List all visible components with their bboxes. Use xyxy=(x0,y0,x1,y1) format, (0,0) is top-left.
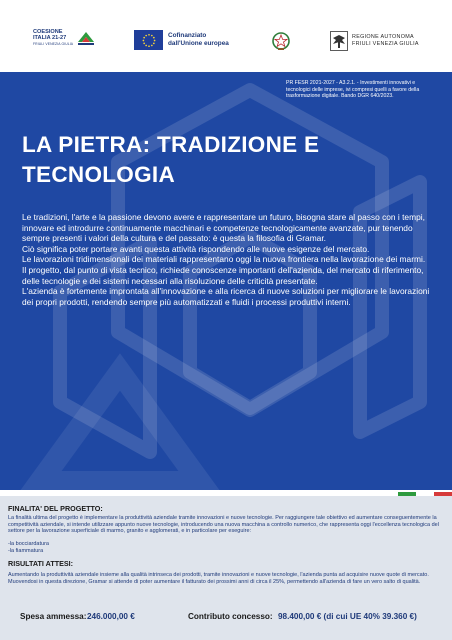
goal-item: -la bocciardatura xyxy=(8,541,49,547)
eu-line2: dall'Unione europea xyxy=(168,40,229,47)
fvg-line1: REGIONE AUTONOMA xyxy=(352,34,414,40)
page-title: LA PIETRA: TRADIZIONE E TECNOLOGIA xyxy=(22,132,320,187)
fvg-line2: FRIULI VENEZIA GIULIA xyxy=(352,41,419,47)
coesione-mark-icon xyxy=(76,28,96,48)
coesione-line1: COESIONE xyxy=(33,29,63,35)
goal-title: FINALITA' DEL PROGETTO: xyxy=(8,504,103,513)
funding-totals xyxy=(0,612,452,626)
republic-emblem-icon xyxy=(272,31,290,51)
fvg-eagle-icon xyxy=(330,31,348,51)
hero-paragraph: Il progetto, dal punto di vista tecnico, richiede conoscenze importanti dell'azienda, del mercato di riferimento, delle tecnologie e dei sistemi necessari alla risoluzione delle criticità presentate. xyxy=(22,264,424,286)
fvg-region-logo xyxy=(330,31,419,51)
contributo-value: 98.400,00 € (di cui UE 40% 39.360 €) xyxy=(278,612,417,621)
programme-reference: PR FESR 2021-2027 - A3.2.1. - Investimenti innovativi e tecnologici delle imprese, ivi compresi quelli a favore della trasformazione digitale. Bando DGR 640/2023. xyxy=(286,80,420,100)
hero-paragraph: Ciò significa poter portare avanti questa attività rispondendo alle nuove esigenze del mercato. xyxy=(22,243,370,254)
results-title: RISULTATI ATTESI: xyxy=(8,559,74,568)
coesione-line3: FRIULI VENEZIA GIULIA xyxy=(33,42,74,46)
coesione-line2: ITALIA 21-27 xyxy=(33,35,67,41)
contributo-label: Contributo concesso: xyxy=(188,612,273,621)
hero-paragraph: Le tradizioni, l'arte e la passione devono avere e rappresentare un futuro, bisogna stare al passo con i tempi, innovare ed introdurre continuamente macchinari e competenze tecnologicamente avanzate, pur tenendo sempre presenti i valori della cultura e del passato: è questa la filosofia di Gramar. xyxy=(22,212,425,244)
spesa-value: 246.000,00 € xyxy=(87,612,135,621)
coesione-italia-logo xyxy=(33,28,96,48)
hero-paragraph: L'azienda è fortemente improntata all'innovazione e alla ricerca di nuove soluzioni per migliorare le lavorazioni dei propri prodotti, rendendo sempre più automatizzati e fluidi i processi produttivi interni. xyxy=(22,286,430,307)
logo-bar xyxy=(0,0,452,70)
eu-line1: Cofinanziato xyxy=(168,32,207,39)
italian-republic-emblem xyxy=(272,31,290,51)
eu-cofunding-logo xyxy=(134,30,229,50)
eu-flag-icon xyxy=(134,30,163,50)
hero-body xyxy=(22,212,436,307)
goal-text: La finalità ultima del progetto è implementare la produttività aziendale tramite innovazioni e nuove tecnologie. Per raggiungere tale obiettivo ed aumentare conseguentemente la competitività aziendale, si intende utilizzare appunto nuove tecnologie, introducendo una nuova macchina a controllo numerico, che rappresenta oggi l'eccellenza tecnologica del settore per la lavorazione superficiale di marmo, granito e agglomerati, e in particolare per eseguire: xyxy=(8,515,439,535)
hero-section xyxy=(0,72,452,490)
goal-item: -la fiammatura xyxy=(8,547,44,554)
results-text: Aumentando la produttività aziendale insieme alla qualità intrinseca dei prodotti, tramite innovazioni e nuove tecnologie, l'azienda punta ad acquisire nuove quote di mercato. Muovendosi in questa direzione, Gramar si attende di poter aumentare il fatturato dei prossimi anni di circa il 25%, permettendo all'azienda di fare un vero salto di qualità. xyxy=(8,572,429,585)
spesa-label: Spesa ammessa: xyxy=(20,612,87,621)
hero-paragraph: Le lavorazioni tridimensionali dei materiali rappresentano oggi la nuova frontiera nella lavorazione dei marmi. xyxy=(22,254,426,265)
